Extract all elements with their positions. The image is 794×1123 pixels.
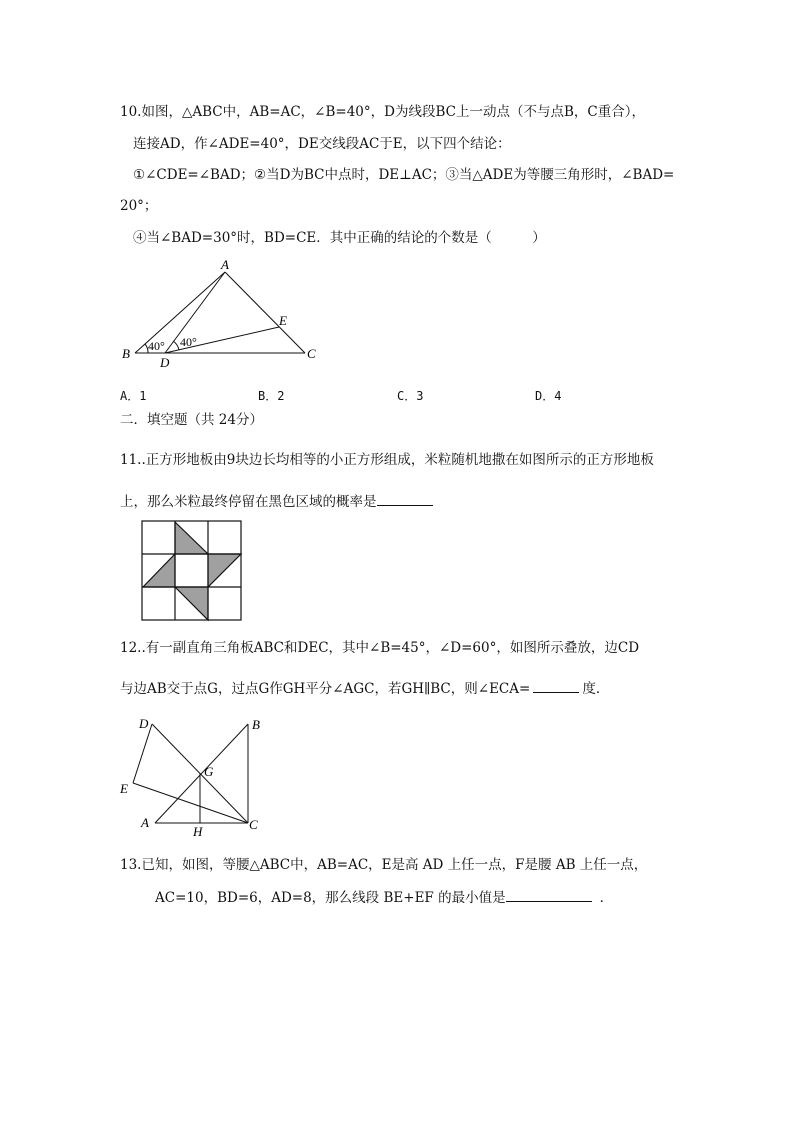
q12-label-c: C bbox=[249, 817, 258, 832]
q10-option-d: D．4 bbox=[535, 389, 562, 403]
q10-label-d: D bbox=[160, 355, 170, 370]
q11-line1: 11..正方形地板由9块边长均相等的小正方形组成，米粒随机地撒在如图所示的正方形地板 bbox=[120, 452, 654, 468]
q10-option-c: C．3 bbox=[397, 389, 424, 403]
q12-label-h: H bbox=[193, 824, 203, 839]
q13-line2-text: AC=10，BD=6，AD=8，那么线段 BE+EF 的最小值是 bbox=[155, 890, 506, 906]
q12-triangles-figure bbox=[115, 712, 275, 842]
q12-segment-de bbox=[133, 724, 152, 783]
q10-angle-label-d: 40° bbox=[180, 335, 197, 349]
q10-line5: ④当∠BAD=30°时，BD=CE．其中正确的结论的个数是（ ） bbox=[133, 230, 546, 246]
q11-shaded-triangle-top bbox=[175, 522, 208, 554]
q10-label-c: C bbox=[307, 346, 316, 361]
q11-grid-border bbox=[142, 521, 241, 620]
q12-line2-text: 与边AB交于点G，过点G作GH平分∠AGC，若GH∥BC，则∠ECA= bbox=[120, 681, 531, 697]
q10-option-a: A．1 bbox=[120, 389, 147, 403]
q12-answer-blank[interactable] bbox=[533, 678, 579, 693]
q12-label-g: G bbox=[204, 764, 214, 779]
q12-label-a: A bbox=[141, 815, 149, 830]
q11-shaded-triangle-left bbox=[143, 554, 175, 587]
q10-line3: ①∠CDE=∠BAD；②当D为BC中点时，DE⊥AC；③当△ADE为等腰三角形时，∠BAD= bbox=[133, 167, 675, 183]
q12-label-d: D bbox=[139, 716, 149, 731]
q10-line2: 连接AD，作∠ADE=40°，DE交线段AC于E，以下四个结论： bbox=[133, 136, 511, 152]
q12-line1: 12..有一副直角三角板ABC和DEC，其中∠B=45°，∠D=60°，如图所示叠放，边CD bbox=[120, 640, 640, 656]
q11-shaded-triangle-bottom bbox=[175, 587, 208, 620]
q10-angle-arc-d bbox=[173, 341, 179, 350]
q13-line2 bbox=[155, 887, 613, 907]
q12-segment-ec bbox=[133, 783, 248, 823]
q10-line4: 20°； bbox=[120, 198, 158, 214]
q10-triangle-figure bbox=[115, 255, 330, 370]
q12-line2 bbox=[120, 678, 609, 698]
q13-line1: 13.已知，如图，等腰△ABC中，AB=AC，E是高 AD 上任一点，F是腰 AB 上任一点， bbox=[120, 857, 648, 873]
q10-line1: 10.如图，△ABC中，AB=AC，∠B=40°，D为线段BC上一动点（不与点B，C重合）， bbox=[120, 104, 645, 120]
q10-label-b: B bbox=[122, 346, 130, 361]
q11-shaded-triangle-right bbox=[208, 554, 241, 587]
q13-line2-suffix: ． bbox=[599, 890, 614, 906]
q12-label-b: B bbox=[252, 717, 260, 732]
q10-angle-label-b: 40° bbox=[148, 339, 165, 353]
q10-label-e: E bbox=[279, 313, 287, 328]
q11-line2-text: 上，那么米粒最终停留在黑色区域的概率是 bbox=[120, 494, 377, 510]
q13-answer-blank[interactable] bbox=[506, 887, 592, 902]
q10-option-b: B．2 bbox=[258, 389, 285, 403]
q11-answer-blank[interactable] bbox=[377, 491, 433, 506]
q12-label-e: E bbox=[120, 781, 128, 796]
q10-label-a: A bbox=[221, 257, 229, 272]
q12-line2-suffix: 度． bbox=[582, 681, 610, 697]
q10-segment-ac bbox=[225, 272, 305, 353]
q11-line2 bbox=[120, 491, 433, 511]
section-heading-fill-blank: 二．填空题（共 24分） bbox=[120, 412, 263, 428]
q11-grid-figure bbox=[140, 519, 244, 623]
